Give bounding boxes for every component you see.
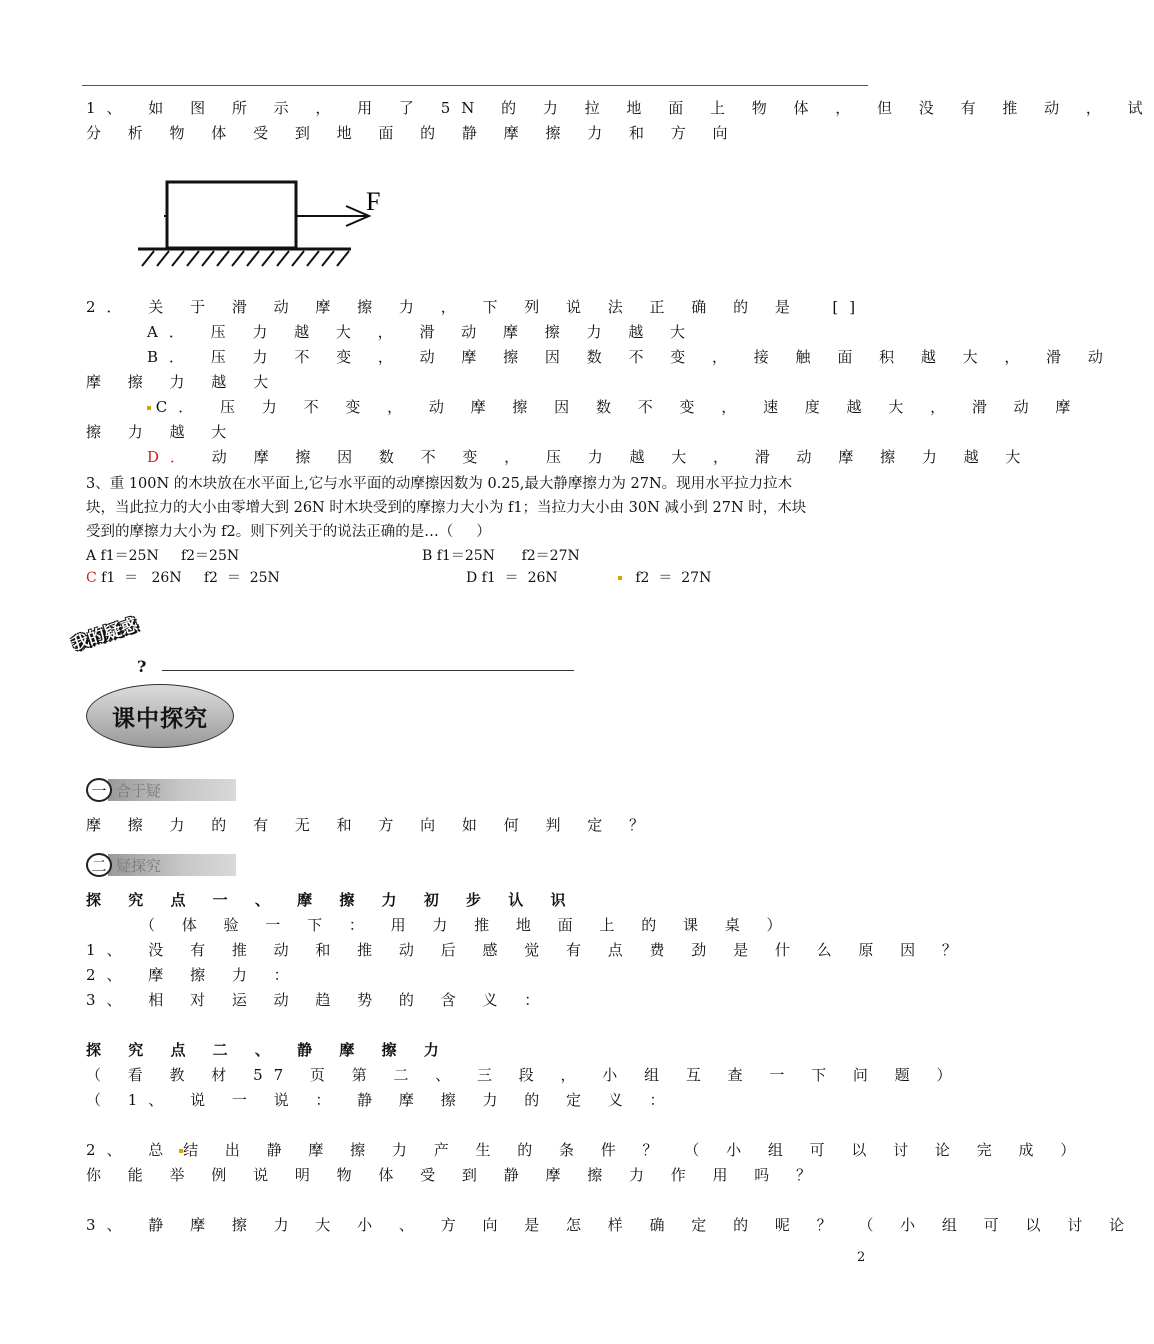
q2-option-d: D． 动 摩 擦 因 数 不 变 ， 压 力 越 大 ， 滑 动 摩 擦 力 越 大 (147, 448, 1032, 466)
q3-option-b: B f1＝25N f2＝27N (422, 548, 580, 564)
q2-option-b-line2: 摩 擦 力 越 大 (86, 373, 280, 391)
point-one-title: 探 究 点 一 、 摩 擦 力 初 步 认 识 (86, 891, 577, 909)
point-two-item1: （ 1、 说 一 说 ： 静 摩 擦 力 的 定 义 ： (86, 1091, 676, 1109)
answer-line (162, 670, 574, 671)
q3-line1: 3、重 100N 的木块放在水平面上,它与水平面的动摩擦因数为 0.25,最大静摩擦力为 27N。现用水平拉力拉木 (86, 476, 793, 492)
question-mark: ? (137, 657, 147, 676)
q3-option-d-part2: f2 ＝ 27N (618, 568, 711, 588)
point-two-item3: 3、 静 摩 擦 力 大 小 、 方 向 是 怎 样 确 定 的 呢 ？ （ 小 组 可 以 讨 论 (86, 1216, 1135, 1234)
q2-option-c-line1: C． 压 力 不 变 ， 动 摩 擦 因 数 不 变 ， 速 度 越 大 ， 滑 动 摩 (147, 397, 1081, 417)
tag-two (86, 853, 236, 877)
page-number: 2 (857, 1250, 866, 1265)
q1-line1: 1、 如 图 所 示 ， 用 了 5N 的 力 拉 地 面 上 物 体 ， 但 没 有 推 动 ， 试 (86, 99, 1154, 117)
point-one-subtitle: （ 体 验 一 下 ： 用 力 推 地 面 上 的 课 桌 ） (140, 916, 793, 934)
point-two-item2: 2、 总 结 出 静 摩 擦 力 产 生 的 条 件 ？ （ 小 组 可 以 讨 论 完 成 ） (86, 1141, 1087, 1159)
tag-one-question: 摩 擦 力 的 有 无 和 方 向 如 何 判 定 ？ (86, 816, 655, 834)
block-force-figure (136, 168, 396, 278)
q3-line3: 受到的摩擦力大小为 f2。则下列关于的说法正确的是…（ ） (86, 524, 491, 540)
q3-option-a: A f1＝25N f2＝25N (86, 548, 240, 564)
point-one-item1: 1、 没 有 推 动 和 推 动 后 感 觉 有 点 费 劲 是 什 么 原 因 ？ (86, 941, 968, 959)
tag-one (86, 778, 236, 802)
q1-line2: 分 析 物 体 受 到 地 面 的 静 摩 擦 力 和 方 向 (86, 124, 739, 142)
ground-hatching (142, 251, 349, 266)
force-label: F (366, 187, 381, 216)
q2-option-c-line2: 擦 力 越 大 (86, 423, 238, 441)
point-two-item2-followup: 你 能 举 例 说 明 物 体 受 到 静 摩 擦 力 作 用 吗 ？ (86, 1166, 823, 1184)
my-doubts-wordart: 我的疑惑 (69, 614, 141, 655)
block-rect (167, 182, 296, 248)
q3-line2: 块，当此拉力的大小由零增大到 26N 时木块受到的摩擦力大小为 f1；当拉力大小由 30N 减小到 27N 时，木块 (86, 500, 807, 516)
q2-stem: 2． 关 于 滑 动 摩 擦 力 ， 下 列 说 法 正 确 的 是 [] (86, 298, 867, 316)
tag-one-number: 一 (86, 778, 112, 802)
q3-option-c: C f1 ＝ 26N f2 ＝ 25N (86, 570, 280, 586)
section-title-ellipse: 课中探究 (86, 684, 234, 748)
top-rule (82, 85, 868, 86)
point-one-item3: 3、 相 对 运 动 趋 势 的 含 义 ： (86, 991, 551, 1009)
point-two-title: 探 究 点 二 、 静 摩 擦 力 (86, 1041, 450, 1059)
tag-two-number: 二 (86, 853, 112, 877)
tag-two-label: 疑探究 (108, 854, 236, 876)
tag-one-label: 合于疑 (108, 779, 236, 801)
highlight-dot (618, 576, 622, 580)
point-one-item2: 2、 摩 擦 力 ： (86, 966, 300, 984)
q3-option-d-part1: D f1 ＝ 26N (466, 570, 558, 586)
highlight-dot (147, 406, 151, 410)
q2-option-b-line1: B． 压 力 不 变 ， 动 摩 擦 因 数 不 变 ， 接 触 面 积 越 大 ， 滑 动 (147, 348, 1114, 366)
q2-option-a: A． 压 力 越 大 ， 滑 动 摩 擦 力 越 大 (147, 323, 697, 341)
point-two-subtitle: （ 看 教 材 57 页 第 二 、 三 段 ， 小 组 互 查 一 下 问 题 ） (86, 1066, 963, 1084)
